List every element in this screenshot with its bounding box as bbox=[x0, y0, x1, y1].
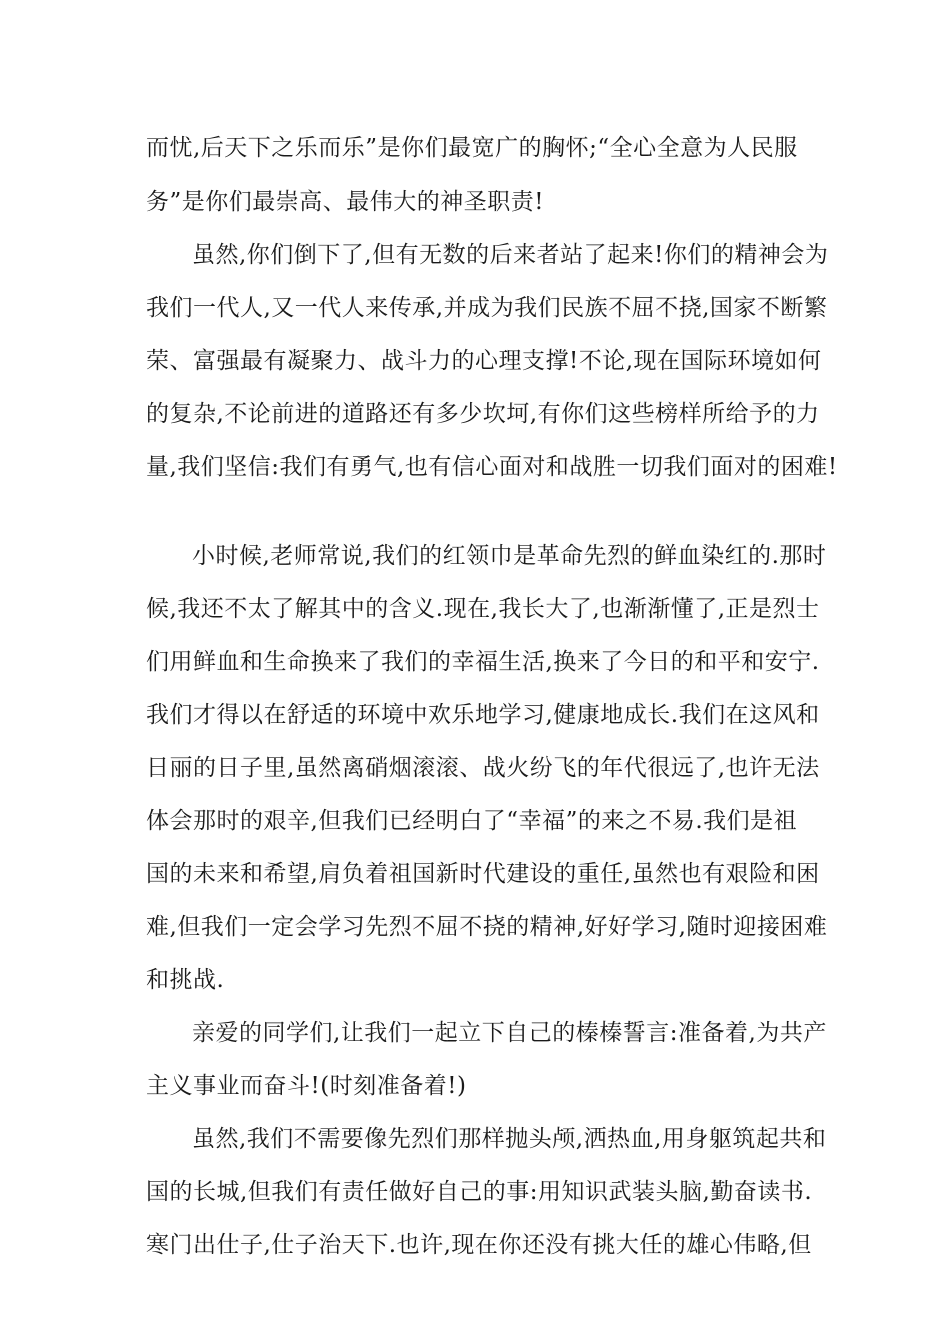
paragraph-2-line-2: 我们一代人,又一代人来传承,并成为我们民族不屈不挠,国家不断繁 bbox=[146, 295, 828, 321]
paragraph-2-line-3: 荣、富强最有凝聚力、战斗力的心理支撑!不论,现在国际环境如何 bbox=[146, 348, 822, 374]
paragraph-3-line-3: 们用鲜血和生命换来了我们的幸福生活,换来了今日的和平和安宁. bbox=[146, 649, 820, 675]
paragraph-2-line-4: 的复杂,不论前进的道路还有多少坎坷,有你们这些榜样所给予的力 bbox=[146, 401, 820, 427]
paragraph-3-line-2: 候,我还不太了解其中的含义.现在,我长大了,也渐渐懂了,正是烈士 bbox=[146, 596, 820, 622]
paragraph-2-line-5: 量,我们坚信:我们有勇气,也有信心面对和战胜一切我们面对的困难! bbox=[146, 454, 838, 480]
paragraph-4-line-1: 亲爱的同学们,让我们一起立下自己的榛榛誓言:准备着,为共产 bbox=[192, 1020, 827, 1046]
paragraph-5-line-3: 寒门出仕子,仕子治天下.也许,现在你还没有挑大任的雄心伟略,但 bbox=[146, 1232, 812, 1258]
paragraph-3-line-8: 难,但我们一定会学习先烈不屈不挠的精神,好好学习,随时迎接困难 bbox=[146, 914, 828, 940]
paragraph-2-line-1: 虽然,你们倒下了,但有无数的后来者站了起来!你们的精神会为 bbox=[192, 242, 829, 268]
paragraph-5-line-2: 国的长城,但我们有责任做好自己的事:用知识武装头脑,勤奋读书. bbox=[146, 1179, 813, 1205]
paragraph-1-line-1: 而忧,后天下之乐而乐”是你们最宽广的胸怀;“全心全意为人民服 bbox=[146, 135, 798, 161]
paragraph-4-line-2: 主义事业而奋斗!(时刻准备着!) bbox=[146, 1073, 467, 1099]
paragraph-3-line-4: 我们才得以在舒适的环境中欢乐地学习,健康地成长.我们在这风和 bbox=[146, 702, 820, 728]
paragraph-3-line-7: 国的未来和希望,肩负着祖国新时代建设的重任,虽然也有艰险和困 bbox=[146, 861, 820, 887]
paragraph-3-line-6: 体会那时的艰辛,但我们已经明白了“幸福”的来之不易.我们是祖 bbox=[146, 808, 798, 834]
paragraph-3-line-9: 和挑战. bbox=[146, 967, 225, 993]
paragraph-5-line-1: 虽然,我们不需要像先烈们那样抛头颅,洒热血,用身躯筑起共和 bbox=[192, 1126, 827, 1152]
paragraph-3-line-1: 小时候,老师常说,我们的红领巾是革命先烈的鲜血染红的.那时 bbox=[192, 543, 827, 569]
paragraph-3-line-5: 日丽的日子里,虽然离硝烟滚滚、战火纷飞的年代很远了,也许无法 bbox=[146, 755, 820, 781]
paragraph-1-line-2: 务”是你们最崇高、最伟大的神圣职责! bbox=[146, 189, 545, 215]
